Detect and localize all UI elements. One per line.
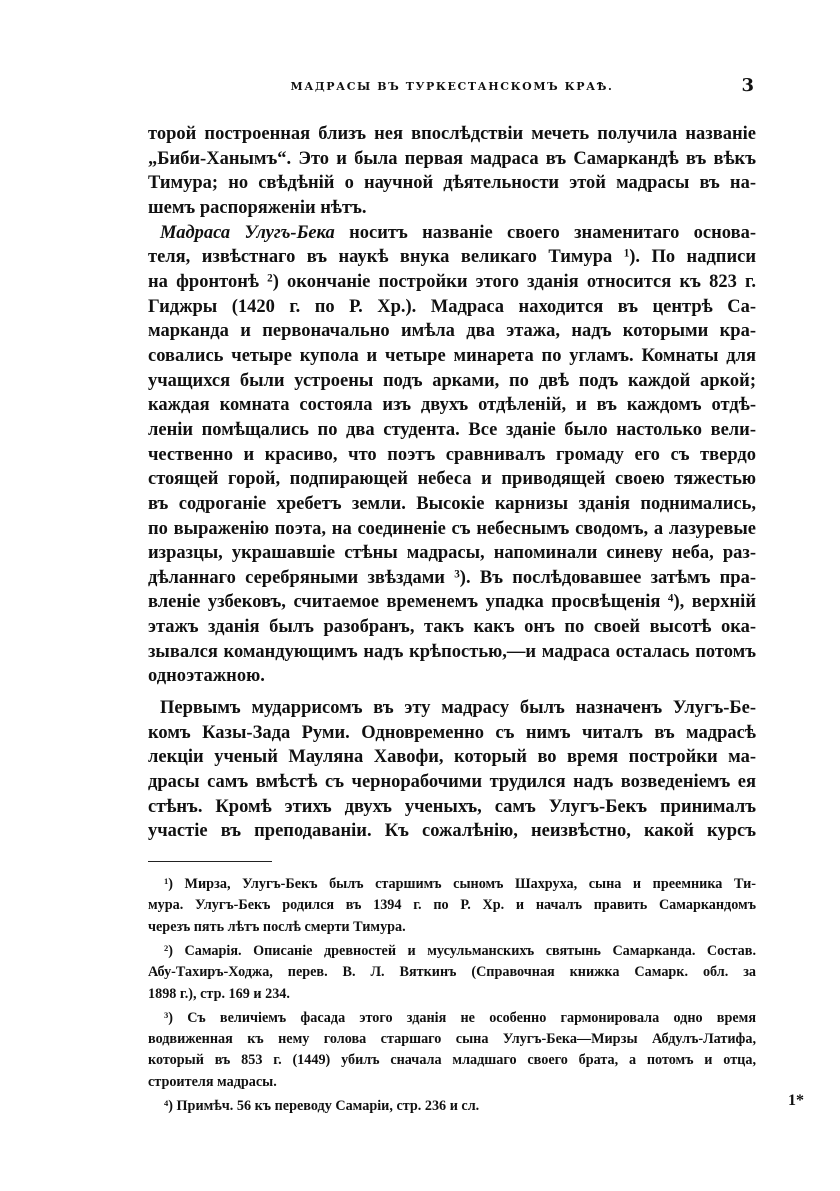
text-line: шемъ распоряженіи нѣтъ. xyxy=(148,197,367,218)
text-line: изразцы, украшавшіе стѣны мадрасы, напоминали синеву неба, раз- xyxy=(148,543,756,564)
text-line xyxy=(148,270,756,295)
text-line: совались четыре купола и четыре минарета по угламъ. Комнаты для xyxy=(148,345,756,366)
footnote-ref-4[interactable]: 4 xyxy=(667,592,674,605)
text-line: въ содроганіе хребетъ земли. Высокіе карнизы зданія поднимались, xyxy=(148,493,756,514)
footnote-ref-2[interactable]: 2 xyxy=(267,272,273,285)
footnote-ref-3[interactable]: 3 xyxy=(454,568,460,581)
text-run: ). По надписи xyxy=(629,247,756,268)
paragraph-1 xyxy=(148,122,756,221)
text-line: зывался командующимъ надъ крѣпостью,—и мадраса осталась потомъ xyxy=(148,641,756,662)
text-line: стѣнъ. Кромѣ этихъ двухъ ученыхъ, самъ Улугъ-Бекъ принималъ xyxy=(148,796,756,817)
footnote-line: черезъ пять лѣтъ послѣ смерти Тимура. xyxy=(148,918,406,935)
text-line: этажъ зданія былъ разобранъ, такъ какъ онъ по своей высотѣ ока- xyxy=(148,617,756,638)
footnote-line: мура. Улугъ-Бекъ родился въ 1394 г. по Р. Хр. и началъ править Самаркандомъ xyxy=(148,897,756,914)
running-head xyxy=(148,72,756,102)
footnote-line: строителя мадрасы. xyxy=(148,1073,277,1090)
text-line: торой построенная близъ нея впослѣдствіи мечеть получила названіе xyxy=(148,124,756,144)
footnote-line xyxy=(148,1008,756,1029)
text-line: марканда и первоначально имѣла два этажа, надъ которыми кра- xyxy=(148,321,756,342)
footnote-divider xyxy=(148,861,272,862)
footnote-1 xyxy=(148,874,756,938)
text-line: комъ Казы-Зада Руми. Одновременно съ нимъ читалъ въ мадрасѣ xyxy=(148,722,756,743)
footnote-ref-1[interactable]: 1 xyxy=(623,247,630,260)
footnote-4 xyxy=(148,1096,756,1117)
text-line: по выраженію поэта, на соединеніе съ небеснымъ сводомъ, а лазуревые xyxy=(148,518,756,539)
text-line: учащихся были устроены подъ арками, по двѣ подъ каждой аркой; xyxy=(148,370,756,391)
running-title: МАДРАСЫ ВЪ ТУРКЕСТАНСКОМЪ КРАѢ. xyxy=(290,80,614,93)
text-run: ) Съ величіемъ фасада этого зданія не особенно гармонировала одно время xyxy=(168,1009,756,1026)
footnotes xyxy=(148,874,756,1117)
text-run: теля, извѣстнаго въ наукѣ внука великаго Тимура xyxy=(148,247,624,268)
footnote-line: 1898 г.), стр. 169 и 234. xyxy=(148,985,290,1002)
footnote-3 xyxy=(148,1008,756,1093)
signature-mark: 1* xyxy=(788,1092,804,1109)
text-run: ). Въ послѣдовавшее затѣмъ пра- xyxy=(459,567,756,588)
madrasa-title: Мадраса Улугъ-Бека xyxy=(160,222,335,243)
footnote-mark: 2 xyxy=(164,942,169,953)
text-run: на фронтонѣ xyxy=(148,271,268,292)
text-line: драсы самъ вмѣстѣ съ чернорабочими трудился надъ возведеніемъ ея xyxy=(148,772,756,793)
text-line: лекціи ученый Мауляна Хавофи, который во время постройки ма- xyxy=(148,747,756,768)
text-run: носитъ названіе своего знаменитаго основа- xyxy=(334,222,756,243)
footnote-2 xyxy=(148,941,756,1005)
text-line: „Биби-Ханымъ“. Это и была первая мадраса въ Самаркандѣ въ вѣкъ xyxy=(148,148,756,169)
footnote-line: Абу-Тахиръ-Ходжа, перев. В. Л. Вяткинъ (Справочная книжка Самарк. обл. за xyxy=(148,964,756,981)
footnote-line xyxy=(148,1096,756,1117)
text-run: ), верхній xyxy=(673,592,756,613)
text-line xyxy=(148,566,756,591)
text-run: ) Примѣч. 56 къ переводу Самаріи, стр. 236 и сл. xyxy=(168,1098,480,1114)
text-line: Первымъ мударрисомъ въ эту мадрасу былъ назначенъ Улугъ-Бе- xyxy=(160,698,756,719)
text-line: чественно и красиво, что поэтъ сравнивалъ громаду его съ твердо xyxy=(148,444,756,465)
text-line xyxy=(148,590,756,615)
text-line xyxy=(148,245,756,270)
text-line: каждая комната состояла изъ двухъ отдѣленій, и въ каждомъ отдѣ- xyxy=(148,395,756,416)
text-line: одноэтажною. xyxy=(148,666,265,687)
footnote-mark: 3 xyxy=(164,1009,169,1020)
paragraph-gap xyxy=(148,689,756,696)
footnote-line: который въ 853 г. (1449) убилъ сначала младшаго своего брата, а потомъ и отца, xyxy=(148,1052,756,1069)
text-line: леніи помѣщались по два студента. Все зданіе было настолько вели- xyxy=(148,419,756,440)
text-run: ) Самарія. Описаніе древностей и мусульманскихъ святынь Самарканда. Состав. xyxy=(168,942,756,959)
text-line: Тимура; но свѣдѣній о научной дѣятельности этой мадрасы въ на- xyxy=(148,173,756,194)
paragraph-3 xyxy=(148,696,756,844)
text-line xyxy=(148,221,756,246)
footnote-mark: 4 xyxy=(164,1097,169,1108)
text-run: ) окончаніе постройки этого зданія относится къ 823 г. xyxy=(272,271,756,292)
text-run: дѣланнаго серебряными звѣздами xyxy=(148,567,455,588)
body-text xyxy=(148,122,756,844)
paragraph-2 xyxy=(148,221,756,689)
page-content xyxy=(148,72,756,1120)
footnote-line xyxy=(148,874,756,895)
text-line: участіе въ преподаваніи. Къ сожалѣнію, неизвѣстно, какой курсъ xyxy=(148,821,756,842)
text-run: вленіе узбековъ, считаемое временемъ упадка просвѣщенія xyxy=(148,592,668,613)
text-line: стоящей горой, подпирающей небеса и приводящей своею тяжестью xyxy=(148,469,756,490)
footnote-line xyxy=(148,941,756,962)
page-number: 3 xyxy=(741,75,754,96)
footnote-line: водвиженная къ нему голова старшаго сына Улугъ-Бека—Мирзы Абдулъ-Латифа, xyxy=(148,1031,756,1048)
footnote-mark: 1 xyxy=(164,875,169,886)
text-line: Гиджры (1420 г. по Р. Хр.). Мадраса находится въ центрѣ Са- xyxy=(148,296,756,317)
text-run: ) Мирза, Улугъ-Бекъ былъ старшимъ сыномъ Шахруха, сына и преемника Ти- xyxy=(168,876,756,893)
